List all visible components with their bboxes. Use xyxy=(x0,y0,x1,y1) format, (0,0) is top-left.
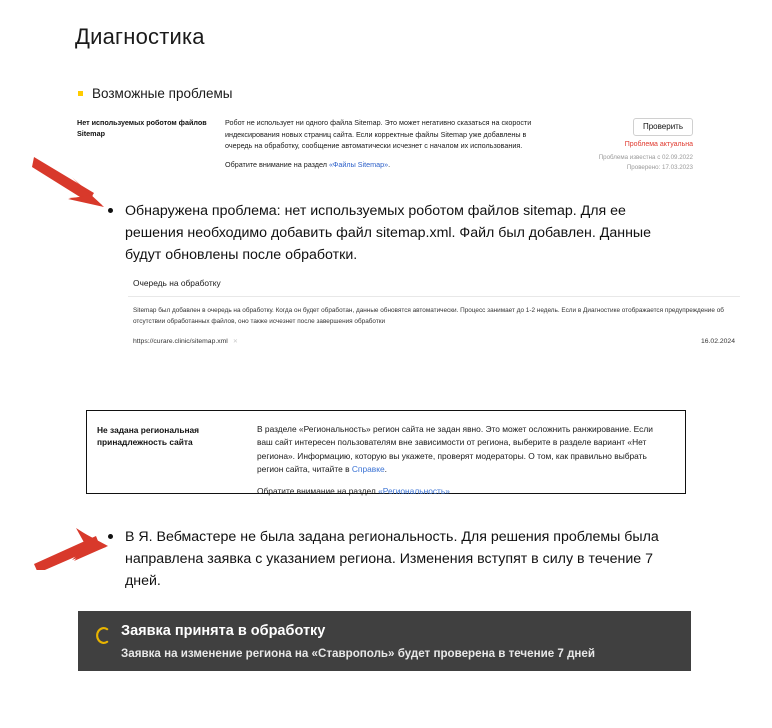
sitemap-note-suffix: . xyxy=(388,159,391,169)
sitemap-problem-actions xyxy=(573,116,693,172)
sitemap-problem-panel xyxy=(75,113,695,175)
sitemap-note-prefix: Обратите внимание на раздел xyxy=(225,159,329,169)
region-description-part1: В разделе «Региональность» регион сайта не задан явно. Это может осложнить ранжирование. Если ваш сайт интересен пользователям вне зависимости от региона, выберите в разделе вариант «Нет региона». Информацию, которую вы укажете, проверят модераторы. О том, как правильно выбрать регион сайта, читайте в xyxy=(257,424,653,474)
sitemap-problem-body xyxy=(225,117,555,171)
region-problem-note xyxy=(257,485,667,498)
bullet-text-sitemap: Обнаружена проблема: нет используемых роботом файлов sitemap. Для ее решения необходимо добавить файл sitemap.xml. Файл был добавлен. Данные будут обновлены после обработки. xyxy=(125,203,652,263)
queue-description: Sitemap был добавлен в очередь на обработку. Когда он будет обработан, данные обновятся автоматически. Процесс занимает до 1-2 недель. Если в Диагностике отображается предупреждение об отсутствии обработанных файлов, оно также исчезнет после завершения обработки xyxy=(133,307,724,326)
square-bullet-icon xyxy=(78,91,83,96)
section-heading-label: Возможные проблемы xyxy=(92,86,233,101)
sitemap-problem-note xyxy=(225,159,555,171)
check-button[interactable]: Проверить xyxy=(633,118,693,136)
page-title: Диагностика xyxy=(75,24,205,49)
close-icon[interactable]: ✕ xyxy=(232,339,238,346)
regionality-link[interactable]: «Региональность» xyxy=(378,486,450,497)
region-problem-description xyxy=(257,423,667,476)
sitemap-problem-description: Робот не использует ни одного файла Sitemap. Это может негативно сказаться на скорости индексирования новых страниц сайта. Если корректные файлы Sitemap уже добавлены в очередь на обработку, сообщение автоматически исчезнет с началом их использования. xyxy=(225,118,532,151)
spinner-crescent-icon xyxy=(96,627,110,649)
sitemap-problem-meta xyxy=(573,153,693,172)
region-description-part3: . xyxy=(384,463,387,474)
sitemap-problem-title: Нет используемых роботом файлов Sitemap xyxy=(77,118,207,138)
queue-url-cell xyxy=(133,338,238,345)
toast-subtitle: Заявка на изменение региона на «Ставрополь» будет проверена в течение 7 дней xyxy=(121,647,596,661)
section-heading-possible-problems xyxy=(78,86,232,101)
queue-date: 16.02.2024 xyxy=(700,338,735,346)
bullet-text-regionality: В Я. Вебмастере не была задана региональность. Для решения проблемы была направлена заявка с указанием региона. Изменения вступят в силу в течение 7 дней. xyxy=(125,529,659,589)
problem-checked-on: Проверено: 17.03.2023 xyxy=(626,163,693,171)
list-item xyxy=(108,526,678,592)
queue-panel-title: Очередь на обработку xyxy=(133,278,221,288)
toast-title: Заявка принята в обработку xyxy=(121,623,326,639)
toast-text-block xyxy=(121,623,595,661)
queue-url-row xyxy=(128,327,740,345)
sitemap-files-link[interactable]: «Файлы Sitemap» xyxy=(328,159,389,169)
list-item xyxy=(108,200,678,266)
sitemap-url[interactable]: https://curare.clinic/sitemap.xml xyxy=(133,338,228,346)
processing-queue-panel xyxy=(128,278,740,345)
region-problem-title: Не задана региональная принадлежность сайта xyxy=(97,425,200,448)
region-problem-panel xyxy=(86,410,686,497)
problem-known-since: Проблема известна с 02.09.2022 xyxy=(598,154,693,161)
region-problem-body xyxy=(257,423,667,498)
help-link[interactable]: Справке xyxy=(351,463,385,474)
region-note-suffix: . xyxy=(449,486,453,497)
status-badge-problem-active: Проблема актуальна xyxy=(624,141,693,148)
round-bullet-icon xyxy=(108,534,113,539)
round-bullet-icon xyxy=(108,208,113,213)
toast-notification xyxy=(78,611,691,671)
region-note-prefix: Обратите внимание на раздел xyxy=(257,486,379,497)
